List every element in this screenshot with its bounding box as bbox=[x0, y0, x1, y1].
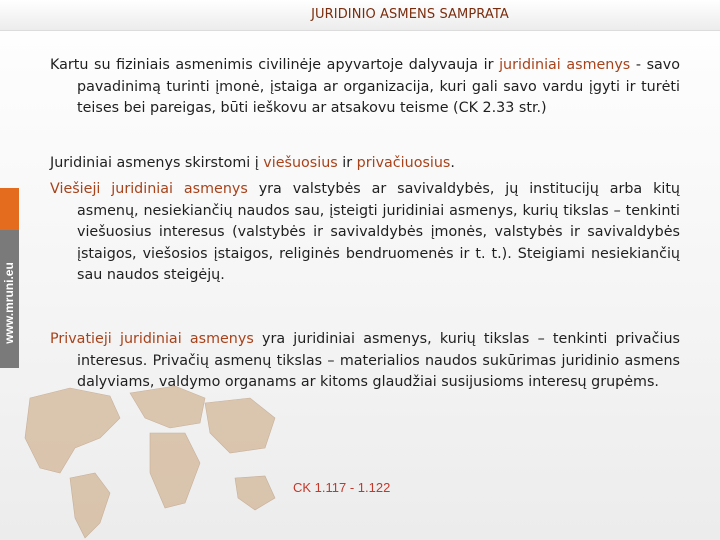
p2-term-public: viešuosius bbox=[263, 155, 338, 171]
p2-term-private: privačiuosius bbox=[356, 155, 451, 171]
paragraph-definition bbox=[50, 55, 680, 120]
slide-title: JURIDINIO ASMENS SAMPRATA bbox=[311, 7, 509, 22]
p2-mid: ir bbox=[337, 155, 357, 171]
civil-code-reference: CK 1.117 - 1.122 bbox=[293, 480, 391, 495]
side-brand-label: www.mruni.eu bbox=[2, 262, 16, 344]
p3-term: Viešieji juridiniai asmenys bbox=[50, 181, 248, 197]
p4-rest: yra juridiniai asmenys, kurių tikslas – tenkinti privačius interesus. Privačių asmenų tikslas – materialios naudos sukūrimas juridinio asmens dalyviams, valdymo organams ar kitoms glaudžiai susijusioms interesų grupėms. bbox=[77, 331, 680, 390]
side-orange-block bbox=[0, 188, 19, 230]
p3-rest: yra valstybės ar savivaldybės, jų institucijų arba kitų asmenų, nesiekiančių naudos sau, įsteigti juridiniai asmenys, kurių tikslas – tenkinti viešuosius interesus (valstybės ir savivaldybės įmonės, valstybės ir savivaldybės įstaigos, viešosios įstaigos, religinės bendruomenės ir t. t.). Steigiami nesiekiančių sau naudos steigėjų. bbox=[77, 181, 680, 283]
world-map-decoration bbox=[0, 378, 280, 540]
p2-end: . bbox=[450, 155, 455, 171]
paragraph-public-legal-persons bbox=[50, 179, 680, 287]
p2-lead: Juridiniai asmenys skirstomi į bbox=[50, 155, 264, 171]
p1-term-legal-persons: juridiniai asmenys bbox=[499, 57, 631, 73]
paragraph-private-legal-persons bbox=[50, 329, 680, 394]
p4-term: Privatieji juridiniai asmenys bbox=[50, 331, 254, 347]
title-bar bbox=[0, 0, 720, 31]
paragraph-classification bbox=[50, 153, 680, 175]
p1-lead: Kartu su fiziniais asmenimis civilinėje apyvartoje dalyvauja ir bbox=[50, 57, 500, 73]
p1-rest: - savo pavadinimą turinti įmonė, įstaiga ar organizacija, kuri gali savo vardu įgyti ir turėti teises bei pareigas, būti ieškovu ar atsakovu teisme (CK 2.33 str.) bbox=[77, 57, 680, 116]
